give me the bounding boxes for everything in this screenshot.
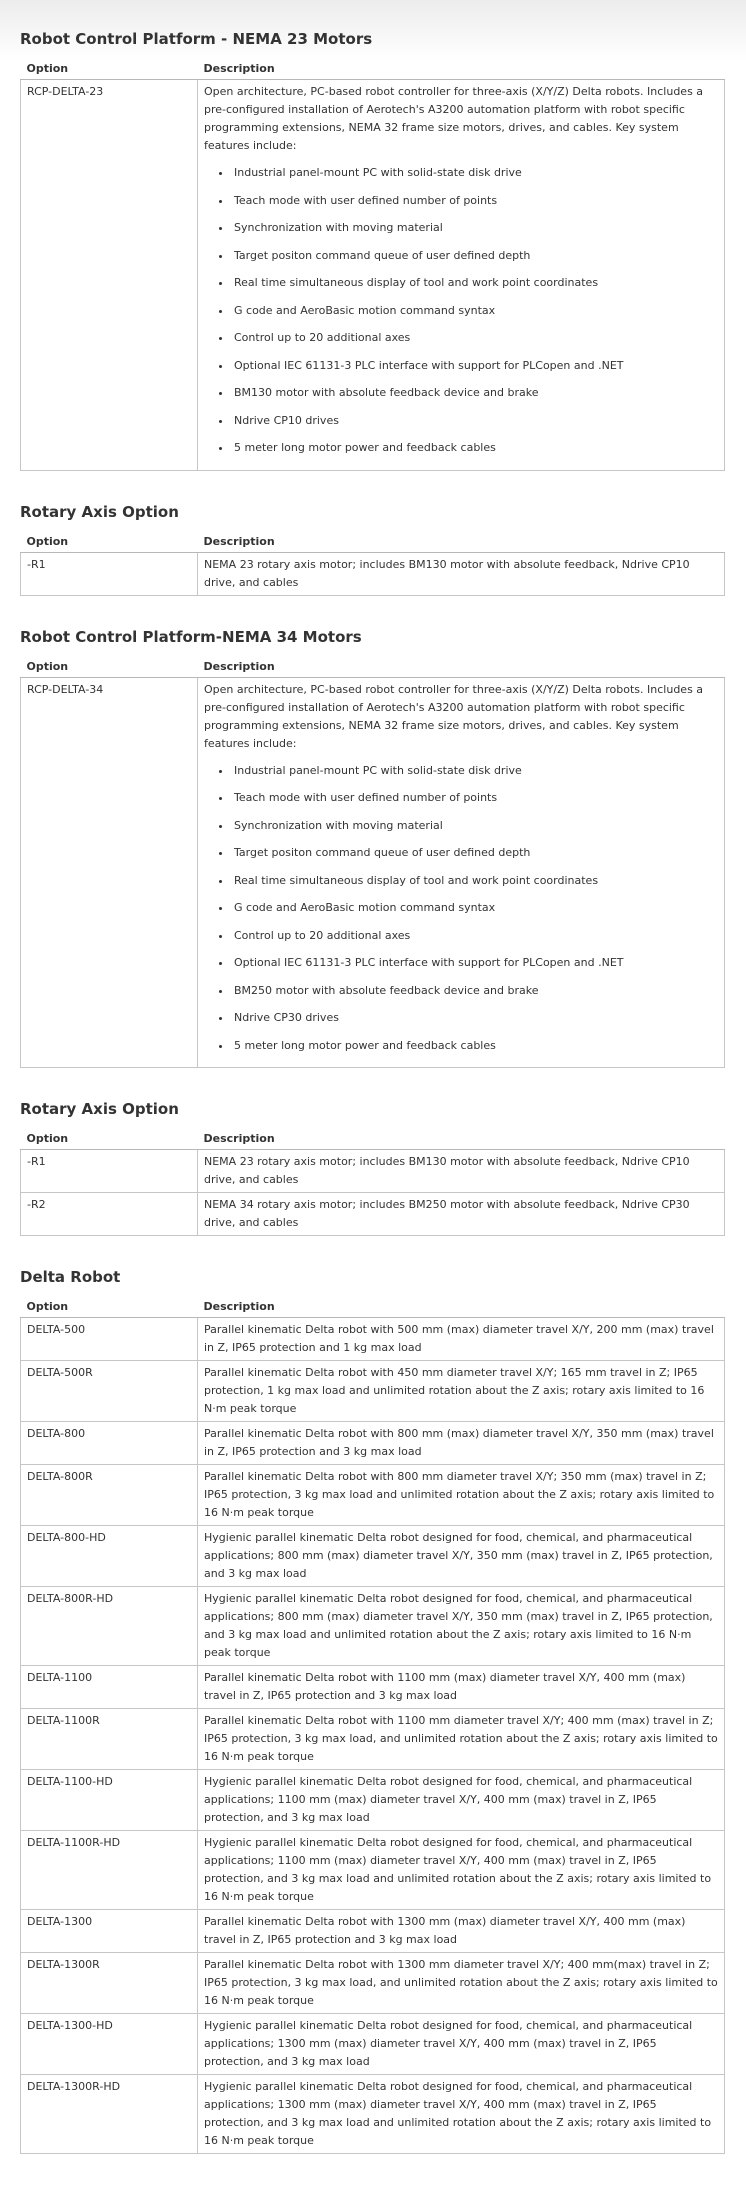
options-table (20, 658, 725, 1069)
section-rotary-axis-option-34 (20, 1100, 726, 1236)
option-code: DELTA-800 (21, 1422, 198, 1465)
option-description: Parallel kinematic Delta robot with 450 mm diameter travel X/Y; 165 mm travel in Z; IP65 protection, 1 kg max load and unlimited rotation about the Z axis; rotary axis limited to 16 N·m peak torque (198, 1361, 725, 1422)
option-description: Parallel kinematic Delta robot with 1300 mm diameter travel X/Y; 400 mm(max) travel in Z; IP65 protection, 3 kg max load, and unlimited rotation about the Z axis; rotary axis limited to 16 N·m peak torque (198, 1953, 725, 2014)
feature-list (204, 762, 718, 1055)
option-description: Parallel kinematic Delta robot with 800 mm diameter travel X/Y; 350 mm (max) travel in Z; IP65 protection, 3 kg max load and unlimited rotation about the Z axis; rotary axis limited to 16 N·m peak torque (198, 1465, 725, 1526)
feature-item: • 5 meter long motor power and feedback cables (232, 1037, 718, 1055)
option-description: Hygienic parallel kinematic Delta robot designed for food, chemical, and pharmaceutical applications; 1300 mm (max) diameter travel X/Y, 400 mm (max) travel in Z, IP65 protection, and 3 kg max load (198, 2014, 725, 2075)
option-description: NEMA 34 rotary axis motor; includes BM250 motor with absolute feedback, Ndrive CP30 drive, and cables (198, 1193, 725, 1236)
option-code: DELTA-1300R-HD (21, 2075, 198, 2154)
option-code: DELTA-1300R (21, 1953, 198, 2014)
table-row (21, 80, 725, 471)
option-description: Hygienic parallel kinematic Delta robot designed for food, chemical, and pharmaceutical applications; 800 mm (max) diameter travel X/Y, 350 mm (max) travel in Z, IP65 protection, and 3 kg max load and unlimited rotation about the Z axis; rotary axis limited to 16 N·m peak torque (198, 1587, 725, 1666)
option-code: DELTA-500R (21, 1361, 198, 1422)
feature-item: • Industrial panel-mount PC with solid-state disk drive (232, 164, 718, 182)
feature-item: • Target positon command queue of user defined depth (232, 844, 718, 862)
table-row (21, 1361, 725, 1422)
options-table (20, 60, 725, 471)
table-row (21, 1465, 725, 1526)
option-description: Hygienic parallel kinematic Delta robot designed for food, chemical, and pharmaceutical applications; 1100 mm (max) diameter travel X/Y, 400 mm (max) travel in Z, IP65 protection, and 3 kg max load and unlimited rotation about the Z axis; rotary axis limited to 16 N·m peak torque (198, 1831, 725, 1910)
option-description: Hygienic parallel kinematic Delta robot designed for food, chemical, and pharmaceutical applications; 1300 mm (max) diameter travel X/Y, 400 mm (max) travel in Z, IP65 protection, and 3 kg max load and unlimited rotation about the Z axis; rotary axis limited to 16 N·m peak torque (198, 2075, 725, 2154)
option-code: DELTA-1100R-HD (21, 1831, 198, 1910)
table-header-row (21, 658, 725, 678)
table-row (21, 1526, 725, 1587)
feature-item: • Synchronization with moving material (232, 817, 718, 835)
table-header-row (21, 60, 725, 80)
option-description-cell (198, 80, 725, 471)
options-table (20, 533, 725, 596)
section-delta-robot (20, 1268, 726, 2154)
feature-item: • Optional IEC 61131-3 PLC interface with support for PLCopen and .NET (232, 954, 718, 972)
option-code: DELTA-800-HD (21, 1526, 198, 1587)
table-row (21, 1193, 725, 1236)
section-rotary-axis-option-23 (20, 503, 726, 596)
table-row (21, 1953, 725, 2014)
feature-item: • Control up to 20 additional axes (232, 329, 718, 347)
table-row (21, 677, 725, 1068)
table-header-row (21, 1298, 725, 1318)
option-description: Open architecture, PC-based robot controller for three-axis (X/Y/Z) Delta robots. Includes a pre-configured installation of Aerotech's A3200 automation platform with robot specific programming extensions, NEMA 32 frame size motors, drives, and cables. Key system features include: (204, 682, 704, 750)
column-header-option: Option (21, 658, 198, 678)
option-description: Hygienic parallel kinematic Delta robot designed for food, chemical, and pharmaceutical applications; 1100 mm (max) diameter travel X/Y, 400 mm (max) travel in Z, IP65 protection, and 3 kg max load (198, 1770, 725, 1831)
feature-item: • Synchronization with moving material (232, 219, 718, 237)
section-title: Robot Control Platform - NEMA 23 Motors (20, 30, 373, 48)
option-code: DELTA-1100-HD (21, 1770, 198, 1831)
column-header-option: Option (21, 1298, 198, 1318)
option-description: Parallel kinematic Delta robot with 800 mm (max) diameter travel X/Y, 350 mm (max) travel in Z, IP65 protection and 3 kg max load (198, 1422, 725, 1465)
feature-list (204, 164, 718, 457)
table-row (21, 1318, 725, 1361)
option-code: RCP-DELTA-34 (21, 677, 198, 1068)
option-code: DELTA-1100R (21, 1709, 198, 1770)
table-row (21, 2014, 725, 2075)
feature-item: • BM130 motor with absolute feedback device and brake (232, 384, 718, 402)
feature-item: • Ndrive CP10 drives (232, 412, 718, 430)
column-header-description: Description (198, 1130, 725, 1150)
section-title: Rotary Axis Option (20, 502, 179, 521)
column-header-option: Option (21, 533, 198, 553)
option-description: Parallel kinematic Delta robot with 500 mm (max) diameter travel X/Y, 200 mm (max) travel in Z, IP65 protection and 1 kg max load (198, 1318, 725, 1361)
table-row (21, 1587, 725, 1666)
column-header-description: Description (198, 533, 725, 553)
options-table (20, 1298, 725, 2154)
feature-item: • Real time simultaneous display of tool and work point coordinates (232, 274, 718, 292)
feature-item: • Target positon command queue of user defined depth (232, 247, 718, 265)
option-code: RCP-DELTA-23 (21, 80, 198, 471)
table-header-row (21, 1130, 725, 1150)
table-row (21, 1831, 725, 1910)
option-code: DELTA-800R (21, 1465, 198, 1526)
option-code: DELTA-1100 (21, 1666, 198, 1709)
feature-item: • Optional IEC 61131-3 PLC interface with support for PLCopen and .NET (232, 357, 718, 375)
option-description-cell (198, 677, 725, 1068)
feature-item: • G code and AeroBasic motion command syntax (232, 302, 718, 320)
option-description: Parallel kinematic Delta robot with 1100 mm (max) diameter travel X/Y, 400 mm (max) travel in Z, IP65 protection and 3 kg max load (198, 1666, 725, 1709)
table-row (21, 1666, 725, 1709)
option-code: -R1 (21, 552, 198, 595)
option-description: Open architecture, PC-based robot controller for three-axis (X/Y/Z) Delta robots. Includes a pre-configured installation of Aerotech's A3200 automation platform with robot specific programming extensions, NEMA 32 frame size motors, drives, and cables. Key system features include: (204, 85, 704, 152)
option-description: NEMA 23 rotary axis motor; includes BM130 motor with absolute feedback, Ndrive CP10 drive, and cables (198, 552, 725, 595)
section-rcp-nema23 (20, 30, 726, 471)
option-description: NEMA 23 rotary axis motor; includes BM130 motor with absolute feedback, Ndrive CP10 drive, and cables (198, 1150, 725, 1193)
table-row (21, 1422, 725, 1465)
option-description: Parallel kinematic Delta robot with 1300 mm (max) diameter travel X/Y, 400 mm (max) travel in Z, IP65 protection and 3 kg max load (198, 1910, 725, 1953)
column-header-option: Option (21, 1130, 198, 1150)
feature-item: • BM250 motor with absolute feedback device and brake (232, 982, 718, 1000)
feature-item: • Real time simultaneous display of tool and work point coordinates (232, 872, 718, 890)
column-header-description: Description (198, 1298, 725, 1318)
option-code: -R1 (21, 1150, 198, 1193)
feature-item: • Control up to 20 additional axes (232, 927, 718, 945)
option-code: DELTA-800R-HD (21, 1587, 198, 1666)
option-description: Hygienic parallel kinematic Delta robot designed for food, chemical, and pharmaceutical applications; 800 mm (max) diameter travel X/Y, 350 mm (max) travel in Z, IP65 protection, and 3 kg max load (198, 1526, 725, 1587)
feature-item: • Teach mode with user defined number of points (232, 789, 718, 807)
option-code: -R2 (21, 1193, 198, 1236)
section-title: Rotary Axis Option (20, 1100, 179, 1118)
table-row (21, 552, 725, 595)
section-title: Delta Robot (20, 1268, 121, 1286)
feature-item: • Ndrive CP30 drives (232, 1009, 718, 1027)
table-row (21, 2075, 725, 2154)
table-row (21, 1709, 725, 1770)
section-rcp-nema34 (20, 628, 726, 1069)
table-row (21, 1150, 725, 1193)
feature-item: • 5 meter long motor power and feedback cables (232, 439, 718, 457)
feature-item: • Industrial panel-mount PC with solid-state disk drive (232, 762, 718, 780)
table-row (21, 1910, 725, 1953)
column-header-description: Description (198, 60, 725, 80)
option-code: DELTA-1300-HD (21, 2014, 198, 2075)
option-description: Parallel kinematic Delta robot with 1100 mm diameter travel X/Y; 400 mm (max) travel in Z; IP65 protection, 3 kg max load, and unlimited rotation about the Z axis; rotary axis limited to 16 N·m peak torque (198, 1709, 725, 1770)
options-table (20, 1130, 725, 1236)
feature-item: • Teach mode with user defined number of points (232, 192, 718, 210)
feature-item: • G code and AeroBasic motion command syntax (232, 899, 718, 917)
option-code: DELTA-1300 (21, 1910, 198, 1953)
section-title: Robot Control Platform-NEMA 34 Motors (20, 627, 362, 646)
option-code: DELTA-500 (21, 1318, 198, 1361)
column-header-description: Description (198, 658, 725, 678)
table-row (21, 1770, 725, 1831)
table-header-row (21, 533, 725, 553)
column-header-option: Option (21, 60, 198, 80)
